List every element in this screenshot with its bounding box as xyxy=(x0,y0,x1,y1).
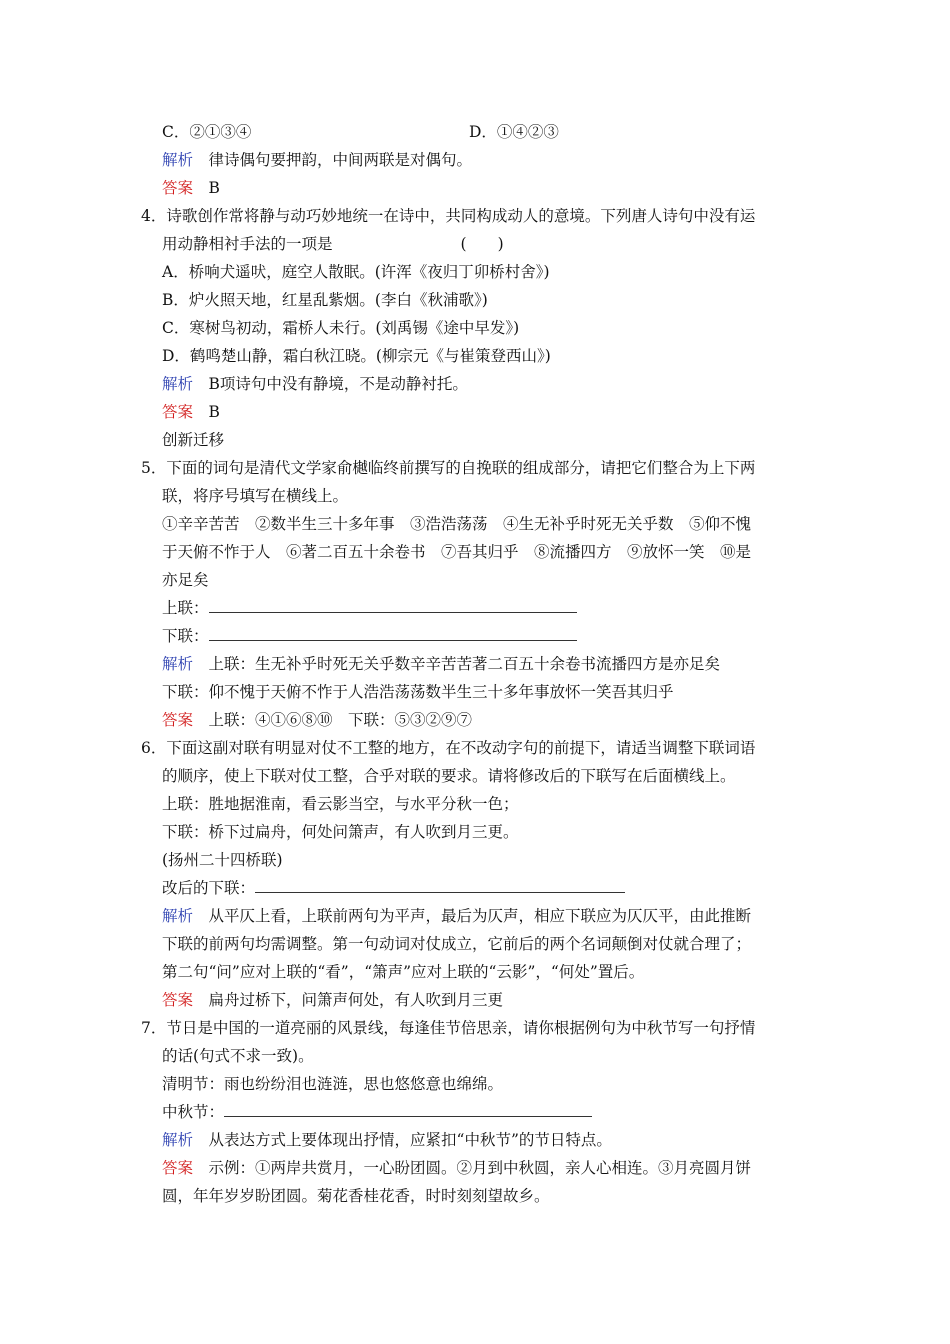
q6-analysis-text3: 第二句“问”应对上联的“看”，“箫声”应对上联的“云影”，“何处”置后。 xyxy=(162,963,645,981)
analysis-label: 解析 xyxy=(162,375,194,393)
q4-analysis xyxy=(162,374,468,394)
q6-upper-couplet: 上联：胜地据淮南，看云影当空，与水平分秋一色； xyxy=(162,795,519,813)
q4-option-c: C．寒树鸟初动，霜桥人未行。(刘禹锡《途中早发》) xyxy=(162,319,520,337)
q7-analysis xyxy=(162,1130,612,1150)
q4-answer-paren: ( ) xyxy=(460,235,504,253)
analysis-label: 解析 xyxy=(162,1131,194,1149)
q6-stem-line2: 的顺序，使上下联对仗工整，合乎对联的要求。请将修改后的下联写在后面横线上。 xyxy=(162,767,736,785)
q5-items-line2: 于天俯不怍于人 ⑥著二百五十余卷书 ⑦吾其归乎 ⑧流播四方 ⑨放怀一笑 ⑩是 xyxy=(162,543,752,561)
q4-stem-line1: 4．诗歌创作常将静与动巧妙地统一在诗中，共同构成动人的意境。下列唐人诗句中没有运 xyxy=(141,207,756,225)
q5-analysis xyxy=(162,654,720,674)
q6-analysis-text1: 从平仄上看，上联前两句为平声，最后为仄声，相应下联应为仄仄平，由此推断 xyxy=(208,907,752,925)
q6-answer-text: 扁舟过桥下，问箫声何处，有人吹到月三更 xyxy=(208,991,504,1009)
q3-analysis-text: 律诗偶句要押韵，中间两联是对偶句。 xyxy=(208,151,473,169)
q6-lower-couplet: 下联：桥下过扁舟，何处问箫声，有人吹到月三更。 xyxy=(162,823,519,841)
q4-answer xyxy=(162,402,220,422)
q3-option-d: D．①④②③ xyxy=(469,123,559,141)
q6-revised-line xyxy=(162,878,625,898)
q5-upper-line xyxy=(162,598,577,618)
q5-analysis-text2: 下联：仰不愧于天俯不怍于人浩浩荡荡数半生三十多年事放怀一笑吾其归乎 xyxy=(162,683,674,701)
q4-analysis-text: B项诗句中没有静境，不是动静衬托。 xyxy=(208,375,468,393)
q4-stem-line2 xyxy=(162,234,504,254)
q5-lower-blank[interactable] xyxy=(209,626,577,641)
analysis-label: 解析 xyxy=(162,151,194,169)
q5-upper-label: 上联： xyxy=(162,599,209,617)
q3-analysis xyxy=(162,150,472,170)
q7-midautumn-label: 中秋节： xyxy=(162,1103,225,1121)
q5-items-line3: 亦足矣 xyxy=(162,571,209,589)
q3-answer xyxy=(162,178,220,198)
q5-upper-blank[interactable] xyxy=(209,598,577,613)
q5-lower-label: 下联： xyxy=(162,627,209,645)
q7-analysis-text: 从表达方式上要体现出抒情，应紧扣“中秋节”的节日特点。 xyxy=(208,1131,612,1149)
analysis-label: 解析 xyxy=(162,655,194,673)
q7-midautumn-line xyxy=(162,1102,592,1122)
answer-label: 答案 xyxy=(162,1159,194,1177)
answer-label: 答案 xyxy=(162,711,194,729)
q7-example: 清明节：雨也纷纷泪也涟涟，思也悠悠意也绵绵。 xyxy=(162,1075,504,1093)
q3-answer-text: B xyxy=(208,179,220,197)
q5-answer-text: 上联：④①⑥⑧⑩ 下联：⑤③②⑨⑦ xyxy=(208,711,473,729)
q4-option-d: D．鹤鸣楚山静，霜白秋江晓。(柳宗元《与崔策登西山》) xyxy=(162,347,551,365)
section-heading: 创新迁移 xyxy=(162,431,225,449)
q5-stem-line1: 5．下面的词句是清代文学家俞樾临终前撰写的自挽联的组成部分，请把它们整合为上下两 xyxy=(141,459,756,477)
q6-stem-line1: 6．下面这副对联有明显对仗不工整的地方，在不改动字句的前提下，请适当调整下联词语 xyxy=(141,739,756,757)
q6-revised-label: 改后的下联： xyxy=(162,879,256,897)
q4-option-b: B．炉火照天地，红星乱紫烟。(李白《秋浦歌》) xyxy=(162,291,488,309)
q5-items-line1: ①辛辛苦苦 ②数半生三十多年事 ③浩浩荡荡 ④生无补乎时死无关乎数 ⑤仰不愧 xyxy=(162,515,752,533)
q4-answer-text: B xyxy=(208,403,220,421)
q7-stem-line2: 的话(句式不求一致)。 xyxy=(162,1047,314,1065)
q6-revised-blank[interactable] xyxy=(255,878,625,893)
q5-analysis-text1: 上联：生无补乎时死无关乎数辛辛苦苦著二百五十余卷书流播四方是亦足矣 xyxy=(208,655,721,673)
q5-answer xyxy=(162,710,472,730)
q7-answer-text1: 示例：①两岸共赏月，一心盼团圆。②月到中秋圆，亲人心相连。③月亮圆月饼 xyxy=(208,1159,752,1177)
q3-option-c: C．②①③④ xyxy=(162,123,252,141)
answer-label: 答案 xyxy=(162,403,194,421)
q7-midautumn-blank[interactable] xyxy=(224,1102,592,1117)
answer-label: 答案 xyxy=(162,991,194,1009)
q5-stem-line2: 联，将序号填写在横线上。 xyxy=(162,487,349,505)
q7-answer-text2: 圆，年年岁岁盼团圆。菊花香桂花香，时时刻刻望故乡。 xyxy=(162,1187,550,1205)
q7-stem-line1: 7．节日是中国的一道亮丽的风景线，每逢佳节倍思亲，请你根据例句为中秋节写一句抒情 xyxy=(141,1019,756,1037)
q6-source: (扬州二十四桥联) xyxy=(162,851,283,869)
q4-stem-text: 用动静相衬手法的一项是 xyxy=(162,235,333,253)
q6-answer xyxy=(162,990,503,1010)
q4-option-a: A．桥响犬遥吠，庭空人散眠。(许浑《夜归丁卯桥村舍》) xyxy=(162,263,550,281)
q5-lower-line xyxy=(162,626,577,646)
q7-answer xyxy=(162,1158,751,1178)
q6-analysis-text2: 下联的前两句均需调整。第一句动词对仗成立，它前后的两个名词颠倒对仗就合理了； xyxy=(162,935,752,953)
answer-label: 答案 xyxy=(162,179,194,197)
q6-analysis xyxy=(162,906,751,926)
analysis-label: 解析 xyxy=(162,907,194,925)
